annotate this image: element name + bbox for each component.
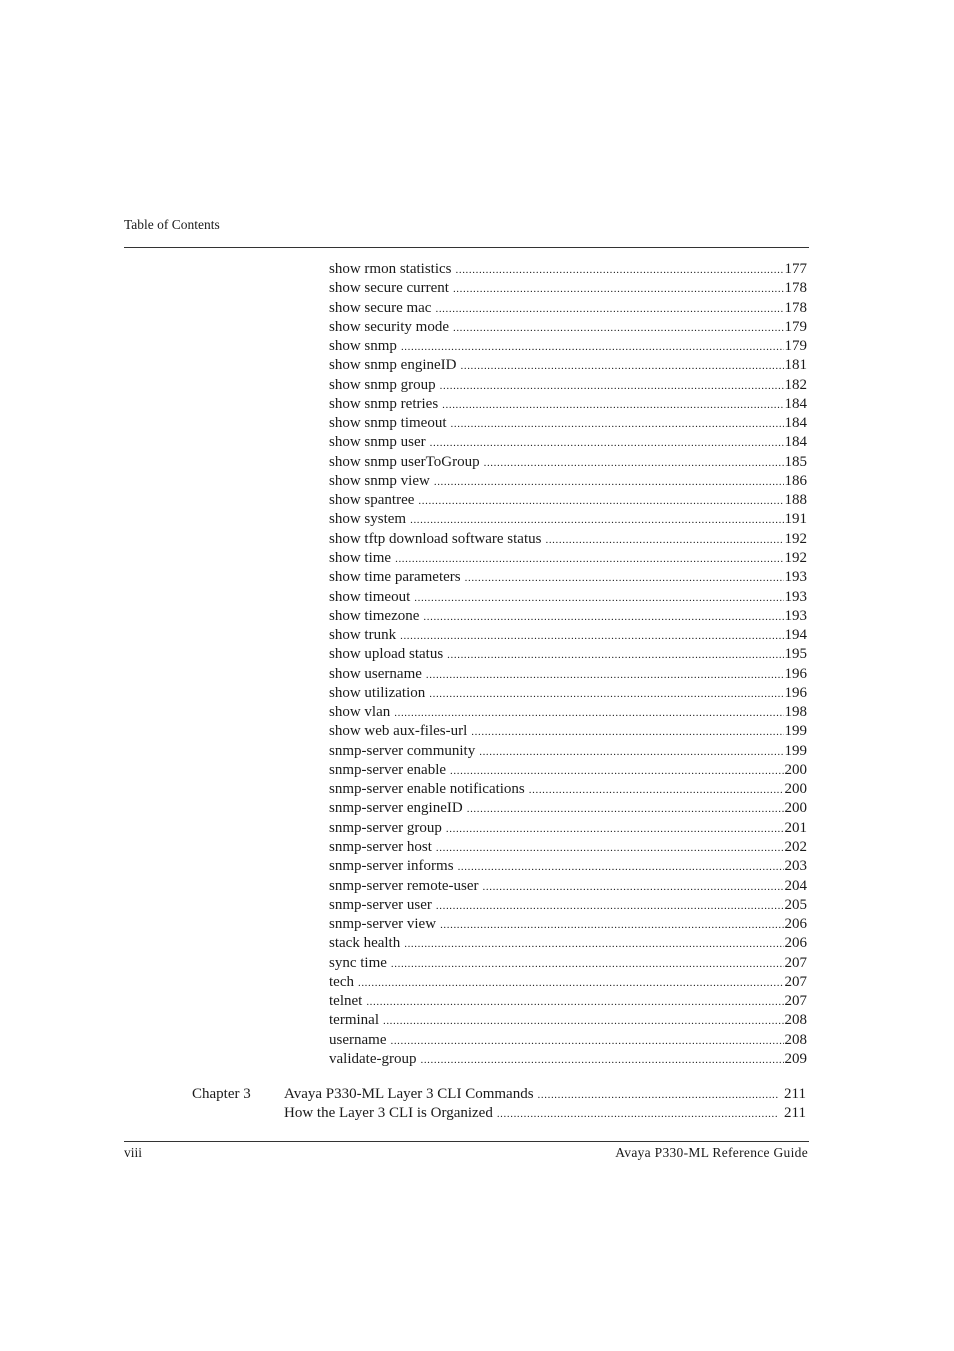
toc-entry-label: snmp-server enable notifications [329,781,525,798]
toc-entry-label: show time parameters [329,569,461,586]
dot-leader [394,704,783,723]
dot-leader [479,743,783,762]
toc-entry-page-number: 192 [784,530,807,547]
toc-entry-page-number: 184 [784,395,807,412]
toc-entry-page-number: 194 [784,627,807,644]
toc-entry-page-number: 200 [784,781,807,798]
toc-entry-page-number: 196 [784,684,807,701]
toc-entry-page-number: 201 [784,819,807,836]
dot-leader [450,762,783,781]
toc-entry[interactable] [329,549,807,568]
toc-entry-label: stack health [329,935,401,952]
toc-entry-label: show time [329,549,392,566]
dot-leader [430,434,784,453]
dot-leader [483,878,784,897]
toc-entry[interactable] [329,934,807,953]
toc-entry[interactable] [329,530,807,549]
toc-entry-label: show secure current [329,280,449,297]
toc-entry[interactable] [329,395,807,414]
toc-entry[interactable] [329,376,807,395]
dot-leader [465,569,784,588]
toc-entry-page-number: 178 [784,280,807,297]
toc-entry[interactable] [284,1085,806,1104]
toc-entry[interactable] [329,915,807,934]
dot-leader [467,800,784,819]
toc-entry-page-number: 181 [784,357,807,374]
toc-entry-label: snmp-server enable [329,761,447,778]
toc-entry-page-number: 208 [784,1031,807,1048]
footer-book-title: Avaya P330-ML Reference Guide [615,1145,808,1160]
toc-entry-label: show trunk [329,627,397,644]
toc-entry-page-number: 211 [784,1086,806,1102]
dot-leader [440,377,784,396]
dot-leader [435,300,783,319]
dot-leader [442,396,783,415]
toc-entry-label: validate-group [329,1050,417,1067]
header-rule [124,247,809,248]
dot-leader [390,1032,783,1051]
toc-entry-label: show snmp [329,338,397,355]
toc-entry[interactable] [329,838,807,857]
toc-entry-page-number: 192 [784,549,807,566]
dot-leader [358,974,784,993]
toc-entry-label: show snmp timeout [329,415,447,432]
toc-entry-label: show security mode [329,318,449,335]
toc-entry[interactable] [329,472,807,491]
toc-entry-page-number: 211 [784,1105,806,1122]
toc-entry-page-number: 202 [784,838,807,855]
toc-entry[interactable] [329,588,807,607]
dot-leader [423,608,783,627]
toc-entry[interactable] [329,665,807,684]
dot-leader [545,531,783,550]
toc-entry[interactable] [329,318,807,337]
toc-entry-page-number: 185 [784,453,807,470]
footer-rule [124,1141,809,1142]
toc-entry[interactable] [329,722,807,741]
toc-entry-label: show snmp group [329,376,436,393]
toc-entry-page-number: 199 [784,742,807,759]
toc-entry-label: username [329,1031,387,1048]
toc-entry[interactable] [329,819,807,838]
toc-entry-label: snmp-server community [329,742,476,759]
dot-leader [458,858,784,877]
toc-entry[interactable] [329,703,807,722]
dot-leader [484,454,784,473]
toc-entry-page-number: 184 [784,434,807,451]
toc-entry-label: How the Layer 3 CLI is Organized [284,1105,493,1122]
toc-entry-page-number: 206 [784,916,807,933]
toc-entry-label: show tftp download software status [329,530,542,547]
toc-entry-page-number: 205 [784,896,807,913]
dot-leader [456,261,784,280]
dot-leader [436,839,784,858]
toc-entry[interactable] [329,279,807,298]
toc-entry-page-number: 186 [784,472,807,489]
toc-entry-page-number: 200 [784,800,807,817]
chapter-entry-list [284,1085,806,1124]
toc-entry-page-number: 207 [784,993,807,1010]
toc-entry-label: show rmon statistics [329,261,452,277]
toc-entry-label: show snmp view [329,472,430,489]
toc-entry-label: show system [329,511,407,528]
toc-entry-label: show secure mac [329,299,432,316]
toc-entry[interactable] [329,1011,807,1030]
toc-entry[interactable] [329,414,807,433]
toc-entry[interactable] [329,684,807,703]
dot-leader [395,550,783,569]
dot-leader [471,723,783,742]
toc-entry[interactable] [329,433,807,452]
toc-entry[interactable] [329,896,807,915]
toc-entry-label: show web aux-files-url [329,723,468,740]
dot-leader [410,511,783,530]
dot-leader [383,1012,784,1031]
toc-entry[interactable] [329,299,807,318]
toc-entry[interactable] [329,742,807,761]
toc-entry-label: show snmp user [329,434,426,451]
toc-entry-page-number: 179 [784,318,807,335]
toc-entry-label: show upload status [329,646,444,663]
toc-entry[interactable] [329,799,807,818]
toc-entry-label: snmp-server host [329,838,432,855]
running-header: Table of Contents [124,217,220,232]
dot-leader [401,338,784,357]
toc-entry-label: sync time [329,954,387,971]
toc-entry-page-number: 188 [784,492,807,509]
dot-leader [420,1051,783,1070]
toc-entry[interactable] [329,954,807,973]
toc-entry[interactable] [329,337,807,356]
dot-leader [404,935,783,954]
toc-entry[interactable] [329,761,807,780]
toc-entry[interactable] [329,877,807,896]
dot-leader [414,589,783,608]
toc-entry-label: snmp-server view [329,916,437,933]
dot-leader [529,781,784,800]
toc-entry-page-number: 179 [784,338,807,355]
toc-entry-page-number: 204 [784,877,807,894]
toc-entry[interactable] [329,568,807,587]
dot-leader [391,955,784,974]
toc-entry-page-number: 178 [784,299,807,316]
toc-entry-page-number: 193 [784,569,807,586]
toc-entry-label: show snmp userToGroup [329,453,480,470]
toc-entry[interactable] [329,992,807,1011]
toc-entry-label: show snmp retries [329,395,439,412]
toc-entry[interactable] [329,607,807,626]
toc-entry[interactable] [329,453,807,472]
dot-leader [429,685,783,704]
toc-entry-label: terminal [329,1012,379,1029]
dot-leader [440,916,783,935]
dot-leader [366,993,783,1012]
toc-entry-page-number: 193 [784,607,807,624]
toc-entry-label: Avaya P330-ML Layer 3 CLI Commands [284,1086,534,1102]
toc-entry-label: show snmp engineID [329,357,457,374]
toc-entry-page-number: 182 [784,376,807,393]
toc-entry-label: snmp-server remote-user [329,877,479,894]
toc-entry-page-number: 208 [784,1012,807,1029]
dot-leader [538,1086,779,1105]
toc-entry[interactable] [284,1104,806,1123]
toc-entry-page-number: 177 [784,261,807,277]
dot-leader [497,1105,778,1124]
toc-entry[interactable] [329,973,807,992]
toc-entry-page-number: 203 [784,858,807,875]
toc-entry-page-number: 200 [784,761,807,778]
toc-entry-page-number: 193 [784,588,807,605]
toc-entry-label: telnet [329,993,363,1010]
toc-entry-label: show timeout [329,588,411,605]
toc-entry[interactable] [329,857,807,876]
toc-entry-page-number: 207 [784,954,807,971]
toc-entry-page-number: 199 [784,723,807,740]
chapter-label: Chapter 3 [192,1086,251,1102]
toc-entry[interactable] [329,510,807,529]
toc-entry-page-number: 184 [784,415,807,432]
toc-entry-page-number: 207 [784,973,807,990]
dot-leader [461,357,784,376]
toc-entry-label: show timezone [329,607,420,624]
toc-entry-label: tech [329,973,354,990]
toc-entry[interactable] [329,491,807,510]
toc-entry-list [329,260,807,1069]
toc-entry-label: show vlan [329,704,391,721]
dot-leader [400,627,783,646]
toc-entry-page-number: 196 [784,665,807,682]
dot-leader [436,897,784,916]
toc-entry-label: show username [329,665,422,682]
toc-entry-page-number: 195 [784,646,807,663]
toc-entry-label: snmp-server group [329,819,442,836]
toc-entry[interactable] [329,1031,807,1050]
toc-entry-label: show spantree [329,492,415,509]
toc-entry[interactable] [329,356,807,375]
footer-page-number: viii [124,1145,143,1160]
dot-leader [426,666,784,685]
toc-entry[interactable] [329,626,807,645]
toc-entry[interactable] [329,645,807,664]
toc-entry-label: show utilization [329,684,426,701]
toc-entry[interactable] [329,1050,807,1069]
toc-entry-page-number: 198 [784,704,807,721]
toc-entry-label: snmp-server informs [329,858,454,875]
dot-leader [453,319,784,338]
dot-leader [453,280,784,299]
toc-entry-page-number: 209 [784,1050,807,1067]
toc-entry[interactable] [329,780,807,799]
dot-leader [418,492,783,511]
toc-entry-page-number: 206 [784,935,807,952]
toc-entry-page-number: 191 [784,511,807,528]
toc-entry[interactable] [329,260,807,279]
toc-entry-label: snmp-server engineID [329,800,463,817]
dot-leader [434,473,784,492]
dot-leader [451,415,784,434]
toc-entry-label: snmp-server user [329,896,432,913]
dot-leader [447,646,783,665]
dot-leader [446,820,784,839]
